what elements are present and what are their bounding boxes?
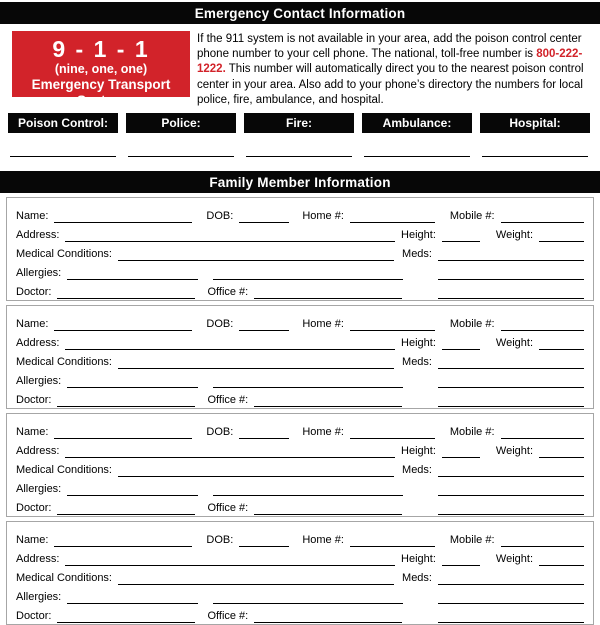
dob-label: DOB: — [206, 534, 234, 547]
weight-label: Weight: — [495, 229, 533, 242]
address-line[interactable] — [65, 239, 395, 242]
allergies-continuation-line[interactable] — [213, 601, 403, 604]
allergies-continuation-line[interactable] — [213, 277, 403, 280]
meds-continuation-line-2[interactable] — [438, 404, 584, 407]
office-phone-label: Office #: — [207, 286, 249, 299]
doctor-label: Doctor: — [16, 394, 52, 407]
instructions-text-after: This number will automatically direct you to the nearest poison control center in your area. Also add to your phone’s directory the numbers for local police, fire, ambulance, and hospital. — [197, 63, 584, 106]
mobile-phone-label: Mobile #: — [449, 426, 495, 439]
member-row-identity — [16, 204, 584, 223]
home-phone-label: Home #: — [302, 534, 344, 547]
home-phone-label: Home #: — [302, 426, 344, 439]
medical-conditions-line[interactable] — [118, 474, 394, 477]
name-label: Name: — [16, 426, 49, 439]
dob-line[interactable] — [239, 220, 289, 223]
allergies-line[interactable] — [67, 385, 198, 388]
poison-control-phone-number: 800-222-1222. — [197, 48, 583, 76]
family-header-bar — [0, 171, 600, 193]
height-line[interactable] — [442, 455, 480, 458]
home-phone-line[interactable] — [350, 328, 435, 331]
member-row-doctor — [16, 280, 584, 299]
medical-conditions-label: Medical Conditions: — [16, 248, 112, 261]
instructions-paragraph — [197, 31, 592, 108]
meds-label: Meds: — [402, 464, 432, 477]
allergies-line[interactable] — [67, 601, 198, 604]
member-row-allergies — [16, 369, 584, 388]
dob-line[interactable] — [239, 328, 289, 331]
height-label: Height: — [401, 337, 436, 350]
medical-conditions-label: Medical Conditions: — [16, 464, 112, 477]
office-phone-line[interactable] — [254, 296, 402, 299]
dob-line[interactable] — [239, 436, 289, 439]
meds-line[interactable] — [438, 474, 584, 477]
meds-continuation-line-1[interactable] — [438, 385, 584, 388]
weight-label: Weight: — [495, 445, 533, 458]
allergies-line[interactable] — [67, 493, 198, 496]
member-row-allergies — [16, 261, 584, 280]
mobile-phone-label: Mobile #: — [449, 210, 495, 223]
member-row-identity — [16, 528, 584, 547]
911-panel — [12, 31, 190, 108]
name-line[interactable] — [54, 436, 192, 439]
name-label: Name: — [16, 534, 49, 547]
weight-label: Weight: — [495, 553, 533, 566]
member-row-medical — [16, 350, 584, 369]
intro-row — [0, 31, 600, 108]
instructions-text-before: If the 911 system is not available in your area, add the poison control center phone number to your cell phone. The national, toll-free number is — [197, 33, 582, 61]
allergies-continuation-line[interactable] — [213, 385, 403, 388]
weight-line[interactable] — [539, 455, 584, 458]
contact-label-ambulance: Ambulance: — [362, 113, 472, 133]
name-line[interactable] — [54, 544, 192, 547]
home-phone-label: Home #: — [302, 318, 344, 331]
doctor-label: Doctor: — [16, 286, 52, 299]
mobile-phone-line[interactable] — [501, 220, 584, 223]
emergency-contacts-row — [0, 113, 600, 133]
member-row-address — [16, 331, 584, 350]
meds-continuation-line-1[interactable] — [438, 277, 584, 280]
dob-label: DOB: — [206, 210, 234, 223]
member-row-address — [16, 439, 584, 458]
allergies-label: Allergies: — [16, 267, 62, 280]
doctor-line[interactable] — [57, 404, 195, 407]
meds-label: Meds: — [402, 248, 432, 261]
weight-line[interactable] — [539, 239, 584, 242]
medical-conditions-label: Medical Conditions: — [16, 356, 112, 369]
medical-conditions-line[interactable] — [118, 366, 394, 369]
family-member-section — [6, 413, 594, 517]
address-line[interactable] — [65, 347, 395, 350]
member-row-address — [16, 223, 584, 242]
member-row-identity — [16, 312, 584, 331]
dob-label: DOB: — [206, 318, 234, 331]
poison-control-number-line[interactable] — [10, 156, 116, 158]
meds-continuation-line-2[interactable] — [438, 512, 584, 515]
member-row-identity — [16, 420, 584, 439]
name-line[interactable] — [54, 220, 192, 223]
hospital-number-line[interactable] — [482, 156, 588, 158]
member-row-medical — [16, 242, 584, 261]
address-label: Address: — [16, 445, 60, 458]
height-label: Height: — [401, 553, 436, 566]
emergency-header-bar — [0, 2, 600, 24]
family-member-section — [6, 521, 594, 625]
office-phone-label: Office #: — [207, 502, 249, 515]
weight-label: Weight: — [495, 337, 533, 350]
contact-label-police: Police: — [126, 113, 236, 133]
contact-label-fire: Fire: — [244, 113, 354, 133]
office-phone-line[interactable] — [254, 404, 402, 407]
office-phone-label: Office #: — [207, 610, 249, 623]
meds-continuation-line-2[interactable] — [438, 296, 584, 299]
family-header-title: Family Member Information — [209, 174, 391, 190]
meds-label: Meds: — [402, 572, 432, 585]
member-row-medical — [16, 566, 584, 585]
family-members-container — [0, 197, 600, 625]
dob-label: DOB: — [206, 426, 234, 439]
name-line[interactable] — [54, 328, 192, 331]
height-line[interactable] — [442, 347, 480, 350]
mobile-phone-line[interactable] — [501, 328, 584, 331]
meds-continuation-line-1[interactable] — [438, 493, 584, 496]
home-phone-line[interactable] — [350, 436, 435, 439]
doctor-line[interactable] — [57, 296, 195, 299]
address-label: Address: — [16, 337, 60, 350]
911-phonetic: (nine, one, one) — [54, 62, 148, 76]
medical-conditions-line[interactable] — [118, 258, 394, 261]
address-label: Address: — [16, 553, 60, 566]
height-line[interactable] — [442, 563, 480, 566]
member-row-medical — [16, 458, 584, 477]
member-row-allergies — [16, 477, 584, 496]
allergies-label: Allergies: — [16, 375, 62, 388]
height-label: Height: — [401, 229, 436, 242]
office-phone-line[interactable] — [254, 512, 402, 515]
mobile-phone-line[interactable] — [501, 436, 584, 439]
contact-label-poison-control: Poison Control: — [8, 113, 118, 133]
home-phone-line[interactable] — [350, 220, 435, 223]
emergency-contacts-lines — [0, 156, 600, 158]
911-system-label: Emergency Transport System — [31, 77, 171, 108]
meds-label: Meds: — [402, 356, 432, 369]
name-label: Name: — [16, 210, 49, 223]
home-phone-label: Home #: — [302, 210, 344, 223]
family-member-section — [6, 305, 594, 409]
allergies-line[interactable] — [67, 277, 198, 280]
member-row-doctor — [16, 604, 584, 623]
allergies-continuation-line[interactable] — [213, 493, 403, 496]
member-row-allergies — [16, 585, 584, 604]
meds-continuation-line-1[interactable] — [438, 601, 584, 604]
medical-conditions-label: Medical Conditions: — [16, 572, 112, 585]
contact-label-hospital: Hospital: — [480, 113, 590, 133]
height-label: Height: — [401, 445, 436, 458]
dob-line[interactable] — [239, 544, 289, 547]
meds-line[interactable] — [438, 258, 584, 261]
height-line[interactable] — [442, 239, 480, 242]
allergies-label: Allergies: — [16, 591, 62, 604]
home-phone-line[interactable] — [350, 544, 435, 547]
weight-line[interactable] — [539, 347, 584, 350]
mobile-phone-label: Mobile #: — [449, 318, 495, 331]
member-row-address — [16, 547, 584, 566]
office-phone-label: Office #: — [207, 394, 249, 407]
doctor-line[interactable] — [57, 512, 195, 515]
address-line[interactable] — [65, 563, 395, 566]
fire-number-line[interactable] — [246, 156, 352, 158]
address-label: Address: — [16, 229, 60, 242]
medical-conditions-line[interactable] — [118, 582, 394, 585]
doctor-label: Doctor: — [16, 502, 52, 515]
meds-line[interactable] — [438, 366, 584, 369]
address-line[interactable] — [65, 455, 395, 458]
weight-line[interactable] — [539, 563, 584, 566]
allergies-label: Allergies: — [16, 483, 62, 496]
doctor-label: Doctor: — [16, 610, 52, 623]
911-number: 9 - 1 - 1 — [52, 36, 150, 62]
ambulance-number-line[interactable] — [364, 156, 470, 158]
member-row-doctor — [16, 388, 584, 407]
family-member-section — [6, 197, 594, 301]
emergency-header-title: Emergency Contact Information — [194, 5, 406, 21]
member-row-doctor — [16, 496, 584, 515]
meds-line[interactable] — [438, 582, 584, 585]
name-label: Name: — [16, 318, 49, 331]
mobile-phone-label: Mobile #: — [449, 534, 495, 547]
police-number-line[interactable] — [128, 156, 234, 158]
mobile-phone-line[interactable] — [501, 544, 584, 547]
